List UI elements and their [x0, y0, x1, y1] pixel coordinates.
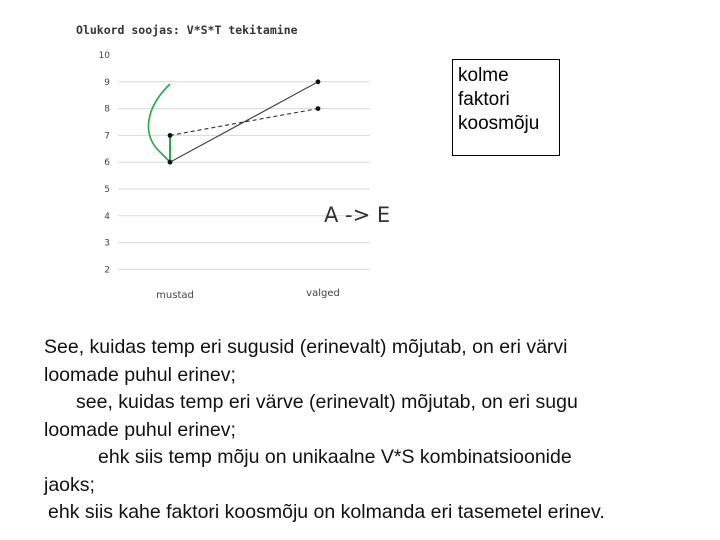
text-line-1: See, kuidas temp eri sugusid (erinevalt) mõjutab, on eri värvi [44, 336, 568, 358]
green-annotation-curve [149, 84, 170, 162]
chart-series [168, 79, 321, 164]
y-tick-2: 2 [104, 265, 110, 276]
y-axis-ticks [99, 51, 111, 275]
text-line-4: loomade puhul erinev; [44, 418, 236, 441]
y-tick-4: 4 [104, 211, 110, 222]
text-line-6: jaoks; [44, 473, 95, 496]
y-tick-3: 3 [104, 238, 110, 249]
y-tick-8: 8 [104, 104, 110, 115]
text-line-5: ehk siis temp mõju on unikaalne V*S kombinatsioonide [98, 446, 572, 468]
box-line-3: koosmõju [458, 113, 540, 134]
y-tick-7: 7 [104, 131, 110, 142]
series-2-point-1 [168, 133, 173, 138]
series-1-point-1 [168, 160, 173, 165]
text-line-7: ehk siis kahe faktori koosmõju on kolmanda eri tasemetel erinev. [48, 501, 605, 523]
text-line-2: loomade puhul erinev; [44, 363, 236, 386]
x-category-valged: valged [306, 288, 340, 299]
series-1-line [170, 82, 318, 162]
y-tick-5: 5 [104, 185, 110, 195]
series-1-point-2 [316, 79, 321, 84]
series-2-point-2 [316, 106, 321, 111]
arrow-label: A -> E [324, 203, 391, 227]
box-line-2: faktori [458, 89, 510, 110]
box-line-1: kolme [458, 65, 509, 86]
x-category-mustad: mustad [156, 290, 194, 301]
y-tick-10: 10 [98, 51, 110, 61]
y-tick-6: 6 [104, 158, 110, 169]
interaction-note-box [452, 59, 560, 156]
explanation-text [44, 334, 716, 527]
y-tick-9: 9 [104, 77, 110, 88]
chart-title: Olukord soojas: V*S*T tekitamine [76, 23, 298, 37]
chart-grid [118, 82, 370, 270]
text-line-3: see, kuidas temp eri värve (erinevalt) mõjutab, on eri sugu [76, 391, 578, 413]
x-axis-categories [156, 288, 340, 301]
